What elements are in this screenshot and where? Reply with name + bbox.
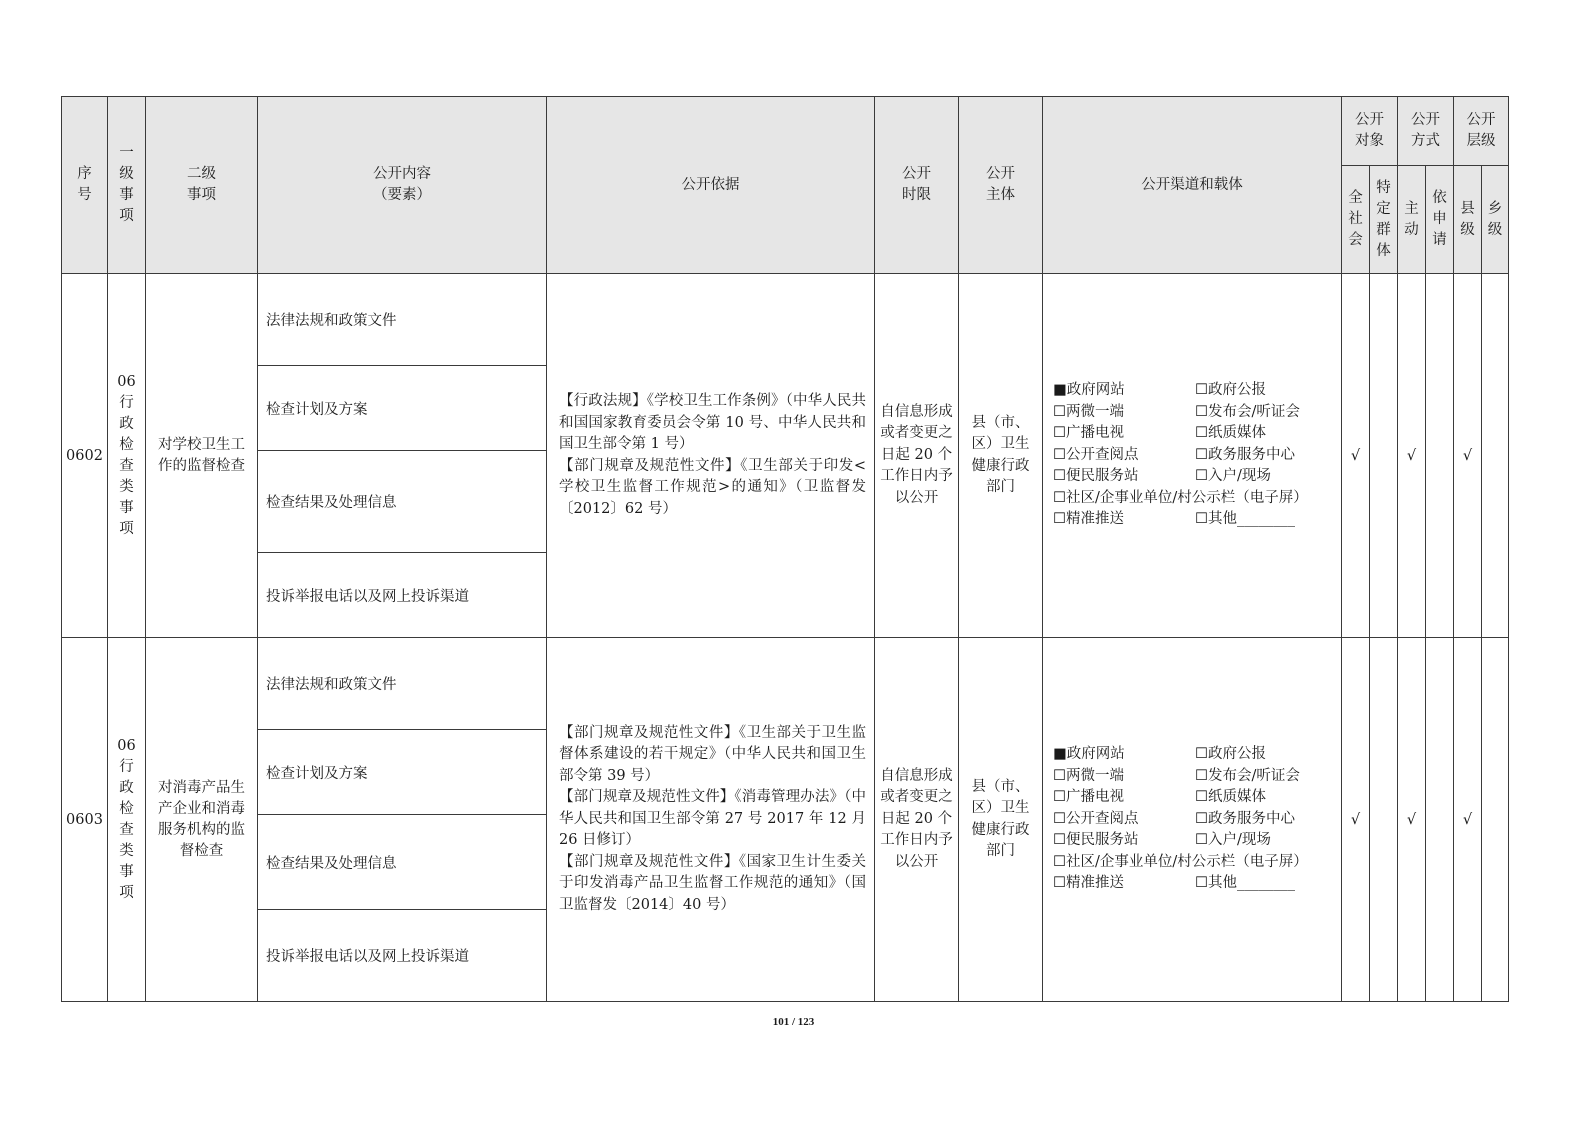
channel-option: ☐入户/现场 — [1195, 832, 1271, 849]
row-code: 0602 — [62, 274, 108, 638]
channel-option: ☐精准推送 — [1053, 511, 1124, 528]
header-target-all: 全 社 会 — [1342, 166, 1370, 274]
header-content-sub: （要素） — [373, 187, 431, 203]
channel-option: ■政府网站 — [1053, 382, 1125, 399]
header-target: 公开 对象 — [1342, 97, 1398, 166]
channel-option: ☐政务服务中心 — [1195, 446, 1295, 463]
row-basis: 【行政法规】《学校卫生工作条例》（中华人民共和国国家教育委员会令第 10 号、中华人民共和国卫生部令第 1 号） 【部门规章及规范性文件】《卫生部关于印发<学校卫生监督工作规范>的通知》（卫监督发〔2012〕62 号） — [547, 274, 875, 638]
check-level-county: √ — [1454, 638, 1482, 1002]
header-basis: 公开依据 — [547, 97, 875, 274]
channel-option: ☐政府公报 — [1195, 746, 1266, 763]
content-item: 检查计划及方案 — [258, 730, 547, 815]
channel-option: ☐公开查阅点 — [1053, 446, 1139, 463]
check-method-request — [1426, 638, 1454, 1002]
channel-option: ☐其他________ — [1195, 511, 1295, 528]
row-level1: 06 行 政 检 查 类 事 项 — [108, 274, 146, 638]
check-level-town — [1482, 274, 1509, 638]
content-item: 法律法规和政策文件 — [258, 638, 547, 730]
channel-option: ☐发布会/听证会 — [1195, 403, 1300, 420]
row-subject: 县（市、 区）卫生 健康行政 部门 — [959, 274, 1043, 638]
row-level2: 对学校卫生工 作的监督检查 — [146, 274, 258, 638]
channel-option: ☐便民服务站 — [1053, 468, 1139, 485]
header-content — [258, 97, 547, 274]
disclosure-table — [61, 96, 1509, 1002]
channel-option: ☐政务服务中心 — [1195, 810, 1295, 827]
row-time-limit: 自信息形成 或者变更之 日起 20 个 工作日内予 以公开 — [875, 274, 959, 638]
content-item: 法律法规和政策文件 — [258, 274, 547, 366]
header-method-active: 主 动 — [1398, 166, 1426, 274]
header-subject: 公开 主体 — [959, 97, 1043, 274]
header-method: 公开 方式 — [1398, 97, 1454, 166]
header-target-specific: 特 定 群 体 — [1370, 166, 1398, 274]
channel-option: ☐社区/企事业单位/村公示栏（电子屏） — [1053, 853, 1308, 870]
check-method-active: √ — [1398, 638, 1426, 1002]
check-target-all: √ — [1342, 638, 1370, 1002]
content-item: 投诉举报电话以及网上投诉渠道 — [258, 910, 547, 1002]
check-method-request — [1426, 274, 1454, 638]
channel-option: ☐两微一端 — [1053, 403, 1124, 420]
row-subject: 县（市、 区）卫生 健康行政 部门 — [959, 638, 1043, 1002]
channel-option: ■政府网站 — [1053, 746, 1125, 763]
header-channels: 公开渠道和载体 — [1043, 97, 1342, 274]
check-target-all: √ — [1342, 274, 1370, 638]
content-item: 投诉举报电话以及网上投诉渠道 — [258, 553, 547, 638]
content-item: 检查计划及方案 — [258, 366, 547, 451]
header-level-county: 县 级 — [1454, 166, 1482, 274]
header-level1: 一 级 事 项 — [108, 97, 146, 274]
check-target-specific — [1370, 274, 1398, 638]
channel-option: ☐精准推送 — [1053, 875, 1124, 892]
channel-option: ☐两微一端 — [1053, 767, 1124, 784]
check-target-specific — [1370, 638, 1398, 1002]
row-time-limit: 自信息形成 或者变更之 日起 20 个 工作日内予 以公开 — [875, 638, 959, 1002]
header-seq: 序 号 — [62, 97, 108, 274]
channel-option: ☐便民服务站 — [1053, 832, 1139, 849]
row-code: 0603 — [62, 638, 108, 1002]
check-level-town — [1482, 638, 1509, 1002]
row-channels — [1043, 274, 1342, 638]
channel-option: ☐广播电视 — [1053, 789, 1124, 806]
check-method-active: √ — [1398, 274, 1426, 638]
channel-option: ☐政府公报 — [1195, 382, 1266, 399]
row-level1: 06 行 政 检 查 类 事 项 — [108, 638, 146, 1002]
channel-option: ☐纸质媒体 — [1195, 789, 1266, 806]
header-method-request: 依 申 请 — [1426, 166, 1454, 274]
header-time-limit: 公开 时限 — [875, 97, 959, 274]
page-number: 101 / 123 — [772, 1016, 815, 1028]
channel-option: ☐发布会/听证会 — [1195, 767, 1300, 784]
channel-option: ☐社区/企事业单位/村公示栏（电子屏） — [1053, 489, 1308, 506]
channel-option: ☐纸质媒体 — [1195, 425, 1266, 442]
channel-option: ☐其他________ — [1195, 875, 1295, 892]
header-level-town: 乡 级 — [1482, 166, 1509, 274]
row-level2: 对消毒产品生 产企业和消毒 服务机构的监 督检查 — [146, 638, 258, 1002]
header-level2: 二级 事项 — [146, 97, 258, 274]
row-basis: 【部门规章及规范性文件】《卫生部关于卫生监督体系建设的若干规定》（中华人民共和国卫生部令第 39 号） 【部门规章及规范性文件】《消毒管理办法》（中华人民共和国卫生部令第 27 号 2017 年 12 月 26 日修订） 【部门规章及规范性文件】《国家卫生计生委关于印发消毒产品卫生监督工作规范的通知》（国卫监督发〔2014〕40 号） — [547, 638, 875, 1002]
header-level: 公开 层级 — [1454, 97, 1509, 166]
row-channels — [1043, 638, 1342, 1002]
check-level-county: √ — [1454, 274, 1482, 638]
content-item: 检查结果及处理信息 — [258, 815, 547, 910]
content-item: 检查结果及处理信息 — [258, 451, 547, 553]
header-content-title: 公开内容 — [373, 166, 431, 182]
channel-option: ☐公开查阅点 — [1053, 810, 1139, 827]
channel-option: ☐广播电视 — [1053, 425, 1124, 442]
channel-option: ☐入户/现场 — [1195, 468, 1271, 485]
